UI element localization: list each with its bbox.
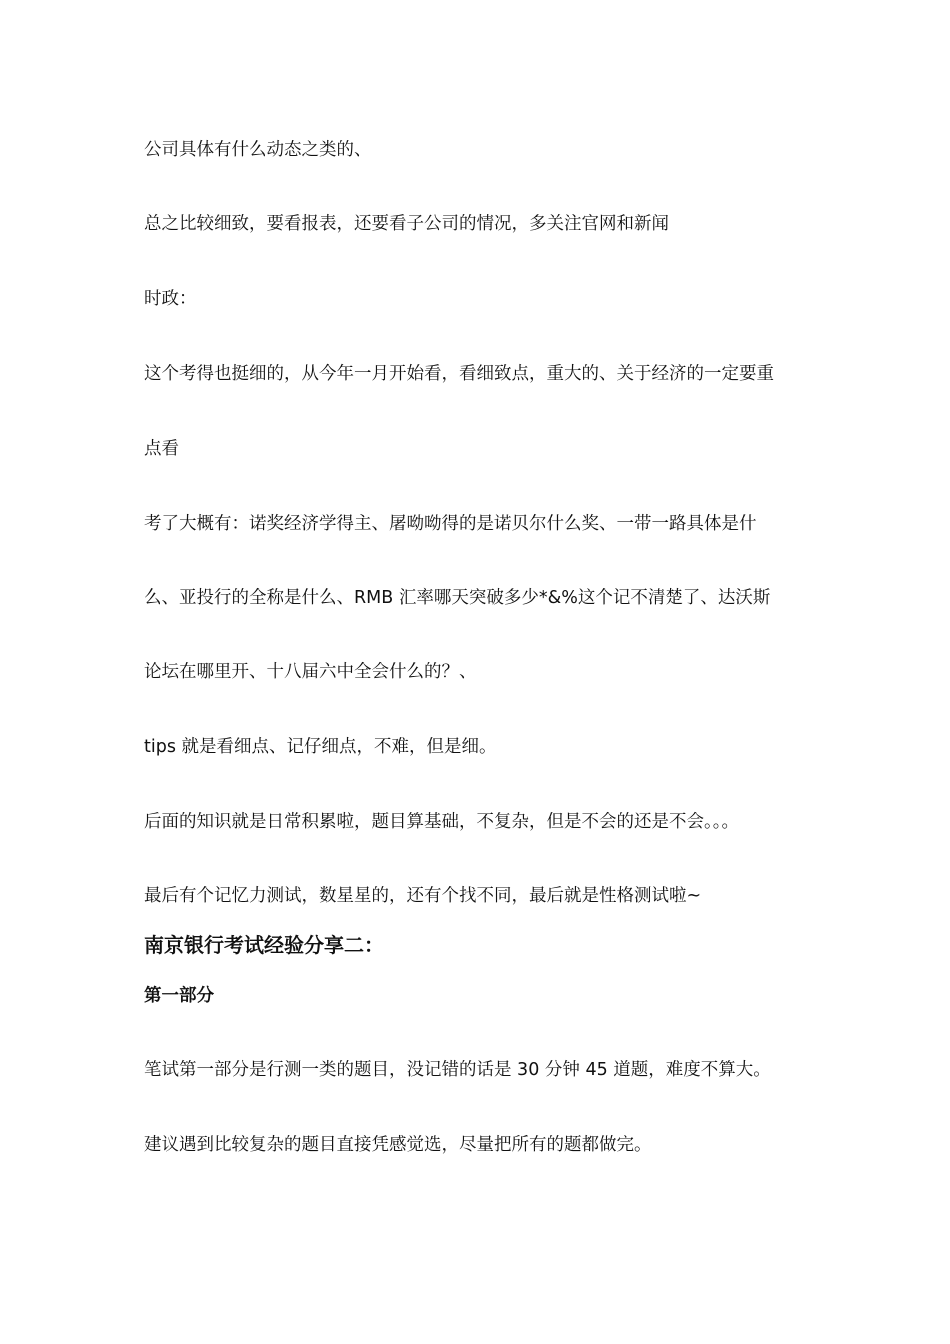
paragraph-line: 么、亚投行的全称是什么、RMB 汇率哪天突破多少*&%这个记不清楚了、达沃斯 (144, 588, 771, 608)
paragraph-line: 论坛在哪里开、十八届六中全会什么的？、 (144, 662, 477, 682)
paragraph-line: 公司具体有什么动态之类的、 (144, 140, 372, 160)
paragraph-line: 总之比较细致，要看报表，还要看子公司的情况，多关注官网和新闻 (144, 214, 669, 234)
paragraph-line: 最后有个记忆力测试，数星星的，还有个找不同，最后就是性格测试啦~ (144, 886, 702, 906)
paragraph-line: tips 就是看细点、记仔细点，不难，但是细。 (144, 737, 497, 757)
paragraph-line: 后面的知识就是日常积累啦，题目算基础，不复杂，但是不会的还是不会。。。 (144, 812, 739, 832)
paragraph-line: 建议遇到比较复杂的题目直接凭感觉选，尽量把所有的题都做完。 (144, 1135, 652, 1155)
paragraph-line: 时政： (144, 289, 197, 309)
paragraph-line: 考了大概有：诺奖经济学得主、屠呦呦得的是诺贝尔什么奖、一带一路具体是什 (144, 514, 757, 534)
paragraph-line: 这个考得也挺细的，从今年一月开始看，看细致点，重大的、关于经济的一定要重 (144, 364, 774, 384)
part-title: 第一部分 (144, 986, 214, 1006)
paragraph-line: 点看 (144, 439, 179, 459)
paragraph-line: 笔试第一部分是行测一类的题目，没记错的话是 30 分钟 45 道题，难度不算大。 (144, 1060, 771, 1080)
section-title: 南京银行考试经验分享二： (144, 933, 384, 957)
